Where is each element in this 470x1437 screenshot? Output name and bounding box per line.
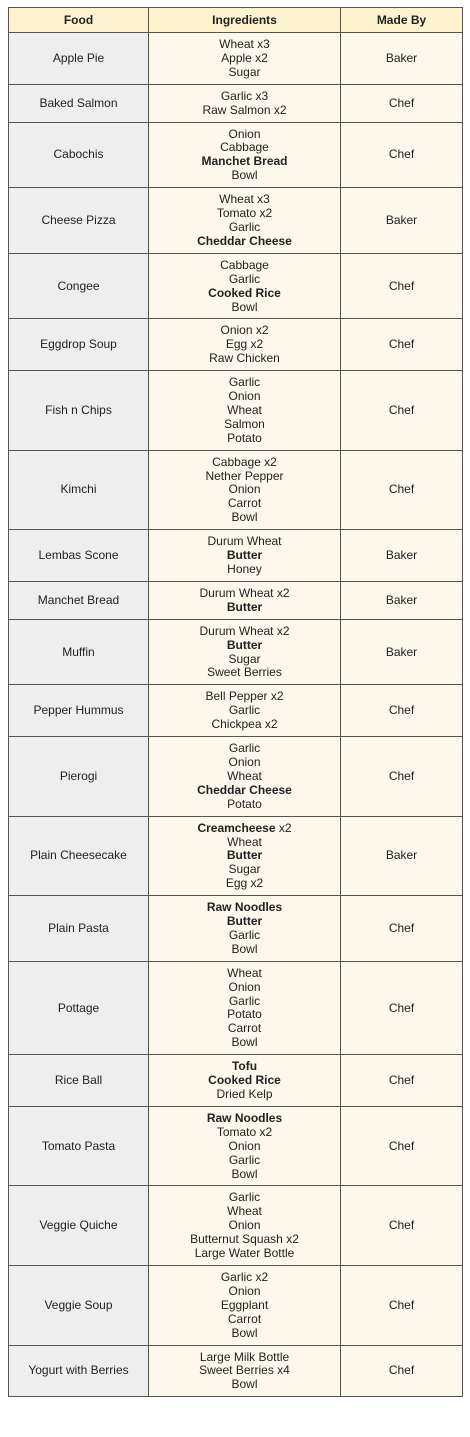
food-name-cell: Veggie Soup xyxy=(9,1265,149,1345)
ingredient-line xyxy=(151,822,338,836)
ingredient-line xyxy=(151,207,338,221)
ingredient-line xyxy=(151,863,338,877)
ingredient-line xyxy=(151,601,338,615)
ingredient-name: Dried Kelp xyxy=(216,1087,273,1101)
ingredient-line xyxy=(151,798,338,812)
ingredient-line xyxy=(151,718,338,732)
ingredient-name: Onion x2 xyxy=(220,323,269,338)
food-name-cell: Cabochis xyxy=(9,122,149,188)
ingredient-line xyxy=(151,1351,338,1365)
ingredient-line xyxy=(151,1285,338,1299)
table-row xyxy=(9,581,463,619)
made-by-cell: Chef xyxy=(341,1345,463,1397)
recipe-table xyxy=(8,7,463,1397)
ingredient-line xyxy=(151,456,338,470)
table-row xyxy=(9,737,463,817)
ingredient-name: Garlic xyxy=(228,927,261,942)
ingredient-name: Durum Wheat x2 xyxy=(199,585,290,600)
food-name-cell: Tomato Pasta xyxy=(9,1106,149,1186)
food-name-cell: Rice Ball xyxy=(9,1055,149,1107)
ingredient-line xyxy=(151,483,338,497)
ingredient-name: Wheat xyxy=(227,965,262,980)
ingredient-name: Cabbage x2 xyxy=(212,454,277,469)
ingredient-name: Garlic xyxy=(228,271,261,286)
ingredient-line xyxy=(151,1008,338,1022)
ingredient-name: Garlic xyxy=(228,993,261,1008)
ingredient-name: Onion xyxy=(228,126,261,141)
ingredients-cell xyxy=(149,1345,341,1397)
table-row xyxy=(9,1186,463,1266)
ingredient-name: Bowl xyxy=(231,941,258,956)
ingredient-name: Butternut Squash x2 xyxy=(190,1232,299,1247)
ingredient-name: Cheddar Cheese xyxy=(197,233,292,248)
ingredient-name: Potato xyxy=(227,430,262,445)
ingredient-name: Onion xyxy=(228,754,261,769)
table-row xyxy=(9,896,463,962)
ingredients-cell xyxy=(149,530,341,582)
ingredient-name: Butter xyxy=(226,848,263,863)
food-name-cell: Pepper Hummus xyxy=(9,685,149,737)
food-name-cell: Veggie Quiche xyxy=(9,1186,149,1266)
ingredient-name: Nether Pepper xyxy=(205,468,284,483)
ingredient-line xyxy=(151,324,338,338)
ingredient-line xyxy=(151,52,338,66)
ingredients-cell xyxy=(149,1186,341,1266)
ingredient-name: Tofu xyxy=(231,1059,258,1074)
table-row xyxy=(9,188,463,254)
ingredient-name: Apple x2 xyxy=(221,50,268,65)
ingredient-line xyxy=(151,90,338,104)
made-by-cell: Baker xyxy=(341,581,463,619)
food-name-cell: Baked Salmon xyxy=(9,84,149,122)
ingredient-line xyxy=(151,404,338,418)
food-name-cell: Muffin xyxy=(9,619,149,685)
ingredient-line xyxy=(151,376,338,390)
ingredient-line xyxy=(151,535,338,549)
ingredient-line xyxy=(151,784,338,798)
ingredient-line xyxy=(151,141,338,155)
ingredient-name: Garlic xyxy=(228,1190,261,1205)
ingredient-name: Onion xyxy=(228,979,261,994)
ingredient-line xyxy=(151,756,338,770)
ingredient-line xyxy=(151,390,338,404)
table-row xyxy=(9,1345,463,1397)
ingredient-name: Bowl xyxy=(231,1166,258,1181)
made-by-column-header: Made By xyxy=(341,8,463,33)
ingredient-line xyxy=(151,128,338,142)
made-by-cell: Chef xyxy=(341,84,463,122)
ingredient-name: Sugar xyxy=(228,64,261,79)
ingredient-line xyxy=(151,877,338,891)
ingredient-name: Raw Noodles xyxy=(206,1110,283,1125)
ingredient-name: Onion xyxy=(228,389,261,404)
ingredient-name: Garlic x3 xyxy=(220,88,269,103)
ingredient-name: Sweet Berries x4 xyxy=(199,1363,290,1378)
ingredient-line xyxy=(151,1074,338,1088)
ingredient-name: Onion xyxy=(228,1138,261,1153)
ingredient-name: Wheat xyxy=(227,834,262,849)
ingredient-line xyxy=(151,915,338,929)
ingredient-name: Onion xyxy=(228,482,261,497)
made-by-cell: Chef xyxy=(341,896,463,962)
ingredient-line xyxy=(151,1168,338,1182)
table-row xyxy=(9,253,463,319)
made-by-cell: Baker xyxy=(341,188,463,254)
made-by-cell: Chef xyxy=(341,1265,463,1345)
ingredient-name: Butter xyxy=(226,599,263,614)
ingredient-line xyxy=(151,666,338,680)
table-row xyxy=(9,1055,463,1107)
ingredient-name: Large Milk Bottle xyxy=(199,1349,290,1364)
ingredient-line xyxy=(151,287,338,301)
ingredient-line xyxy=(151,169,338,183)
made-by-cell: Chef xyxy=(341,1186,463,1266)
made-by-cell: Chef xyxy=(341,122,463,188)
ingredient-name: Durum Wheat x2 xyxy=(199,623,290,638)
ingredient-name: Butter xyxy=(226,914,263,929)
ingredient-name: Tomato x2 xyxy=(216,206,273,221)
ingredient-line xyxy=(151,301,338,315)
ingredients-cell xyxy=(149,450,341,530)
made-by-cell: Chef xyxy=(341,737,463,817)
ingredient-name: Sweet Berries xyxy=(207,665,282,680)
ingredient-line xyxy=(151,1112,338,1126)
ingredient-line xyxy=(151,653,338,667)
ingredients-cell xyxy=(149,371,341,451)
ingredient-name: Creamcheese xyxy=(197,820,276,835)
food-column-header: Food xyxy=(9,8,149,33)
ingredient-name: Cheddar Cheese xyxy=(197,782,292,797)
ingredient-name: Eggplant xyxy=(220,1297,269,1312)
table-row xyxy=(9,1106,463,1186)
ingredient-line xyxy=(151,1191,338,1205)
ingredients-cell xyxy=(149,319,341,371)
ingredient-name: Egg x2 xyxy=(225,337,264,352)
made-by-cell: Chef xyxy=(341,450,463,530)
ingredient-name: Sugar xyxy=(228,862,261,877)
ingredient-name: Raw Salmon x2 xyxy=(202,102,287,117)
ingredient-line xyxy=(151,690,338,704)
made-by-cell: Chef xyxy=(341,961,463,1054)
ingredient-name: Large Water Bottle xyxy=(194,1246,295,1261)
ingredients-cell xyxy=(149,961,341,1054)
ingredient-name: Butter xyxy=(226,637,263,652)
ingredient-name: Sugar xyxy=(228,651,261,666)
ingredients-cell xyxy=(149,1106,341,1186)
ingredient-line xyxy=(151,849,338,863)
ingredient-line xyxy=(151,1088,338,1102)
ingredient-name: Garlic xyxy=(228,741,261,756)
ingredient-name: Garlic xyxy=(228,703,261,718)
ingredients-cell xyxy=(149,619,341,685)
ingredient-name: Cooked Rice xyxy=(208,285,281,300)
food-name-cell: Lembas Scone xyxy=(9,530,149,582)
table-row xyxy=(9,33,463,85)
food-name-cell: Kimchi xyxy=(9,450,149,530)
ingredient-line xyxy=(151,1126,338,1140)
ingredient-line xyxy=(151,1219,338,1233)
recipe-table-body xyxy=(9,33,463,1397)
ingredient-line xyxy=(151,742,338,756)
ingredient-line xyxy=(151,1022,338,1036)
food-name-cell: Eggdrop Soup xyxy=(9,319,149,371)
ingredient-name: Durum Wheat xyxy=(207,534,282,549)
ingredient-line xyxy=(151,563,338,577)
ingredient-name: Wheat x3 xyxy=(219,192,270,207)
header-row xyxy=(9,8,463,33)
ingredient-name: Egg x2 xyxy=(225,876,264,891)
ingredient-name: Salmon xyxy=(224,416,265,431)
table-row xyxy=(9,319,463,371)
ingredient-line xyxy=(151,1299,338,1313)
ingredient-name: Raw Chicken xyxy=(209,351,280,366)
ingredient-line xyxy=(151,1378,338,1392)
ingredients-cell xyxy=(149,1265,341,1345)
ingredient-name: Bowl xyxy=(231,1325,258,1340)
ingredient-name: Wheat xyxy=(227,402,262,417)
ingredient-name: Garlic xyxy=(228,1152,261,1167)
ingredient-line xyxy=(151,704,338,718)
ingredient-name: Cooked Rice xyxy=(208,1073,281,1088)
ingredient-line xyxy=(151,625,338,639)
ingredient-quantity: x2 xyxy=(275,820,292,835)
ingredients-cell xyxy=(149,816,341,896)
food-name-cell: Plain Cheesecake xyxy=(9,816,149,896)
table-row xyxy=(9,84,463,122)
ingredients-cell xyxy=(149,253,341,319)
food-name-cell: Apple Pie xyxy=(9,33,149,85)
ingredient-line xyxy=(151,155,338,169)
ingredient-name: Onion xyxy=(228,1283,261,1298)
ingredient-name: Raw Noodles xyxy=(206,900,283,915)
ingredient-name: Carrot xyxy=(227,1021,262,1036)
ingredient-name: Carrot xyxy=(227,1311,262,1326)
ingredient-name: Bell Pepper x2 xyxy=(205,689,284,704)
ingredients-column-header: Ingredients xyxy=(149,8,341,33)
table-row xyxy=(9,961,463,1054)
ingredient-line xyxy=(151,1060,338,1074)
table-row xyxy=(9,122,463,188)
ingredient-name: Wheat x3 xyxy=(219,37,270,51)
ingredient-line xyxy=(151,995,338,1009)
ingredient-name: Butter xyxy=(226,548,263,563)
table-row xyxy=(9,1265,463,1345)
food-name-cell: Cheese Pizza xyxy=(9,188,149,254)
ingredient-name: Carrot xyxy=(227,496,262,511)
ingredient-name: Bowl xyxy=(231,168,258,183)
ingredient-name: Potato xyxy=(227,796,262,811)
table-row xyxy=(9,619,463,685)
ingredient-name: Cabbage xyxy=(220,257,269,272)
ingredient-line xyxy=(151,981,338,995)
ingredient-line xyxy=(151,836,338,850)
ingredients-cell xyxy=(149,84,341,122)
made-by-cell: Chef xyxy=(341,253,463,319)
ingredient-line xyxy=(151,193,338,207)
food-name-cell: Yogurt with Berries xyxy=(9,1345,149,1397)
ingredient-line xyxy=(151,38,338,52)
food-name-cell: Pottage xyxy=(9,961,149,1054)
ingredient-name: Chickpea x2 xyxy=(211,717,278,732)
made-by-cell: Chef xyxy=(341,1055,463,1107)
table-row xyxy=(9,450,463,530)
ingredient-line xyxy=(151,259,338,273)
ingredient-line xyxy=(151,639,338,653)
ingredient-line xyxy=(151,273,338,287)
made-by-cell: Chef xyxy=(341,319,463,371)
ingredient-name: Wheat xyxy=(227,768,262,783)
ingredient-line xyxy=(151,235,338,249)
table-row xyxy=(9,530,463,582)
made-by-cell: Baker xyxy=(341,33,463,85)
ingredient-line xyxy=(151,770,338,784)
made-by-cell: Baker xyxy=(341,816,463,896)
made-by-cell: Chef xyxy=(341,685,463,737)
ingredient-line xyxy=(151,1140,338,1154)
ingredient-line xyxy=(151,66,338,80)
made-by-cell: Chef xyxy=(341,371,463,451)
ingredient-name: Garlic xyxy=(228,219,261,234)
made-by-cell: Baker xyxy=(341,619,463,685)
ingredient-line xyxy=(151,1036,338,1050)
ingredient-line xyxy=(151,1205,338,1219)
ingredient-line xyxy=(151,901,338,915)
ingredients-cell xyxy=(149,1055,341,1107)
ingredients-cell xyxy=(149,581,341,619)
ingredient-line xyxy=(151,1247,338,1261)
ingredients-cell xyxy=(149,33,341,85)
ingredient-name: Manchet Bread xyxy=(201,154,288,169)
ingredient-name: Bowl xyxy=(231,1377,258,1392)
ingredient-line xyxy=(151,497,338,511)
ingredient-line xyxy=(151,1313,338,1327)
food-name-cell: Pierogi xyxy=(9,737,149,817)
ingredient-name: Cabbage xyxy=(220,140,269,155)
ingredient-name: Wheat xyxy=(227,1204,262,1219)
ingredient-name: Honey xyxy=(227,562,262,576)
ingredient-line xyxy=(151,104,338,118)
table-row xyxy=(9,816,463,896)
ingredient-line xyxy=(151,338,338,352)
ingredient-line xyxy=(151,1154,338,1168)
ingredient-line xyxy=(151,1364,338,1378)
ingredient-line xyxy=(151,1271,338,1285)
ingredient-line xyxy=(151,1327,338,1341)
ingredient-line xyxy=(151,587,338,601)
ingredients-cell xyxy=(149,685,341,737)
table-row xyxy=(9,371,463,451)
ingredient-line xyxy=(151,929,338,943)
food-name-cell: Fish n Chips xyxy=(9,371,149,451)
ingredient-name: Bowl xyxy=(231,510,258,525)
ingredient-name: Garlic xyxy=(228,375,261,390)
ingredient-name: Garlic x2 xyxy=(220,1269,269,1284)
ingredient-line xyxy=(151,967,338,981)
made-by-cell: Baker xyxy=(341,530,463,582)
ingredient-name: Potato xyxy=(227,1007,262,1022)
food-name-cell: Manchet Bread xyxy=(9,581,149,619)
food-name-cell: Congee xyxy=(9,253,149,319)
ingredients-cell xyxy=(149,188,341,254)
table-row xyxy=(9,685,463,737)
ingredient-line xyxy=(151,549,338,563)
ingredients-cell xyxy=(149,896,341,962)
ingredient-line xyxy=(151,352,338,366)
ingredient-line xyxy=(151,221,338,235)
ingredients-cell xyxy=(149,122,341,188)
ingredients-cell xyxy=(149,737,341,817)
ingredient-line xyxy=(151,418,338,432)
ingredient-line xyxy=(151,943,338,957)
ingredient-line xyxy=(151,432,338,446)
ingredient-name: Bowl xyxy=(231,1035,258,1050)
made-by-cell: Chef xyxy=(341,1106,463,1186)
ingredient-line xyxy=(151,511,338,525)
food-name-cell: Plain Pasta xyxy=(9,896,149,962)
ingredient-name: Bowl xyxy=(231,299,258,314)
ingredient-line xyxy=(151,470,338,484)
ingredient-name: Onion xyxy=(228,1218,261,1233)
ingredient-name: Tomato x2 xyxy=(216,1124,273,1139)
ingredient-line xyxy=(151,1233,338,1247)
